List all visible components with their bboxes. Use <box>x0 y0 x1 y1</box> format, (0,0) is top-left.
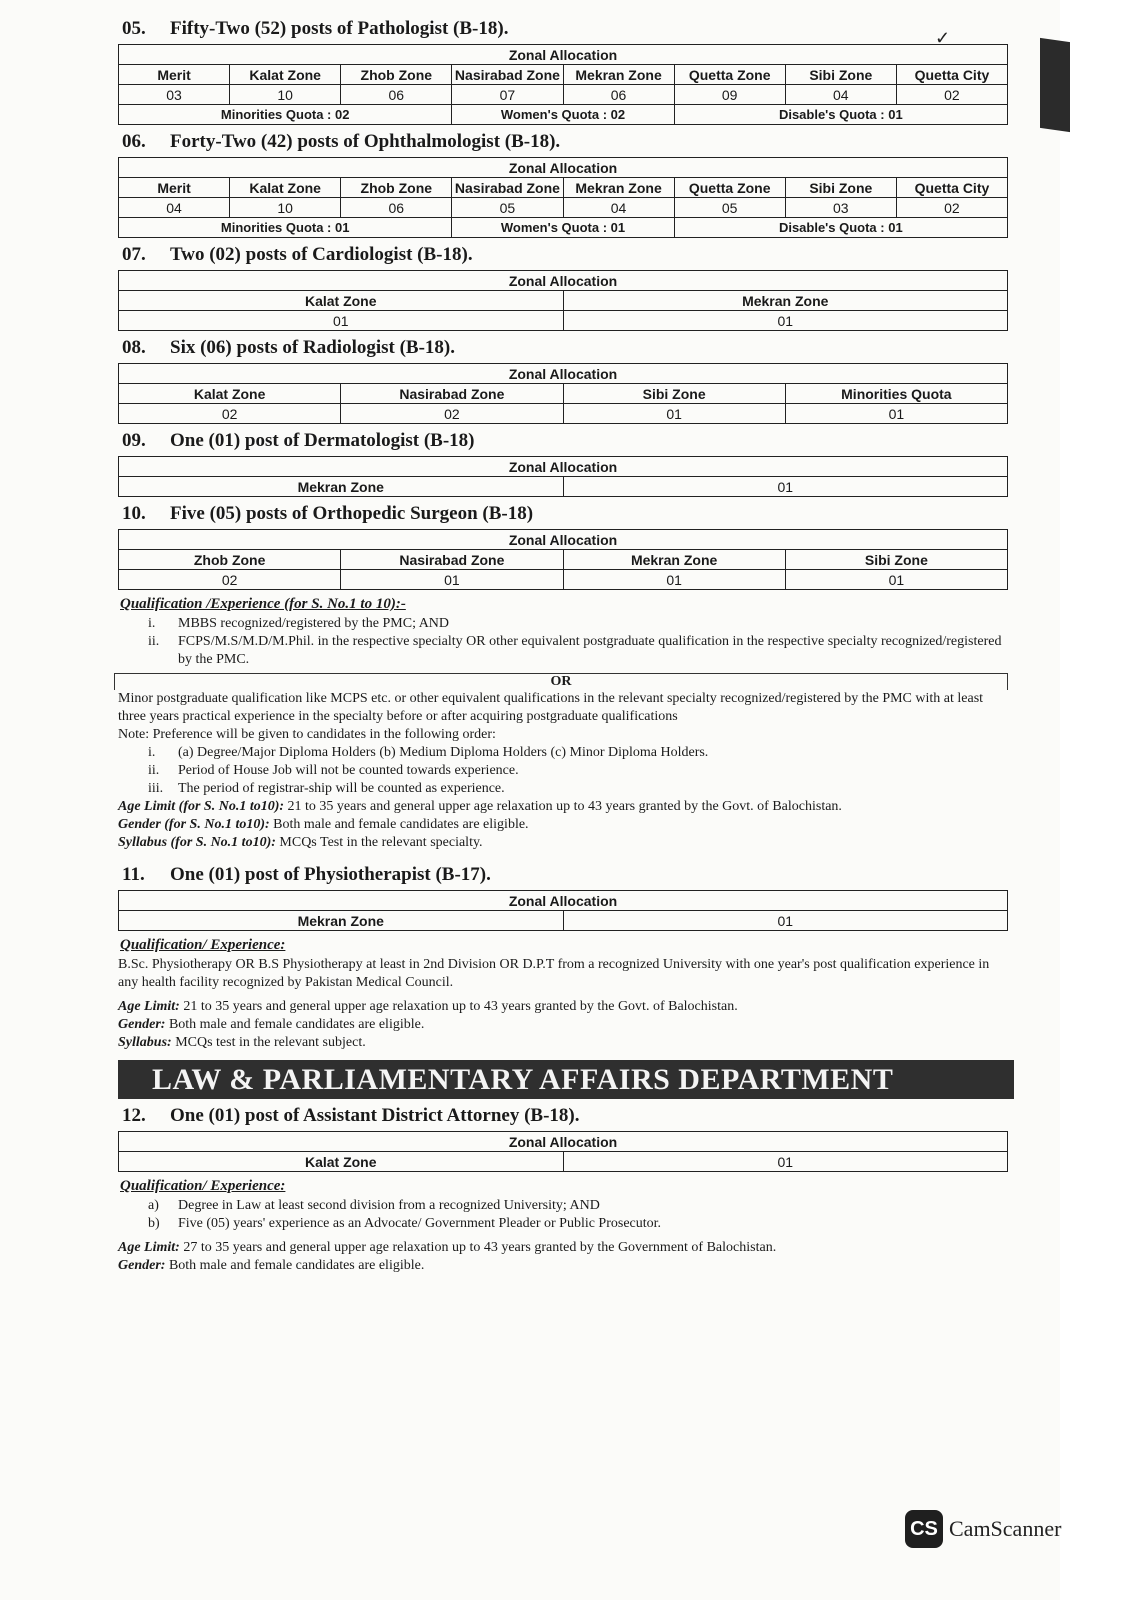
qualification-list-12 <box>118 1197 1008 1233</box>
cardiologist-allocation-table: Zonal Allocation Kalat Zone Mekran Zone 01 01 <box>118 270 1008 331</box>
section-07-heading: 07. Two (02) posts of Cardiologist (B-18). <box>122 244 473 265</box>
radiologist-allocation-table: Zonal Allocation Kalat Zone Nasirabad Zone Sibi Zone Minorities Quota 02 02 01 01 <box>118 363 1008 424</box>
qualification-heading-12: Qualification/ Experience: <box>120 1178 286 1194</box>
gender-1-10: Gender (for S. No.1 to10): Both male and female candidates are eligible. <box>118 817 529 832</box>
orthopedic-allocation-table: Zonal Allocation Zhob Zone Nasirabad Zone Mekran Zone Sibi Zone 02 01 01 01 <box>118 529 1008 590</box>
preference-note: Note: Preference will be given to candidates in the following order: <box>118 727 496 742</box>
camscanner-label: CamScanner <box>949 1516 1062 1541</box>
physiotherapist-allocation-table: Zonal Allocation Mekran Zone 01 <box>118 890 1008 931</box>
minor-qualification-text: Minor postgraduate qualification like MCPS etc. or other equivalent qualifications in the relevant specialty recognized/registered by the PMC with at least three years practical experience in the specialty before or after acquiring postgraduate qualifications <box>118 691 984 724</box>
minorities-quota: Minorities Quota : 01 <box>119 218 452 238</box>
list-item: ii. FCPS/M.S/M.D/M.Phil. in the respective specialty OR other equivalent postgraduate qualification in the respective specialty recognized/registered by the PMC. <box>148 634 1002 667</box>
section-11-heading: 11. One (01) post of Physiotherapist (B-17). <box>122 864 491 885</box>
disables-quota: Disable's Quota : 01 <box>674 218 1007 238</box>
page-edge-shadow <box>1040 38 1070 132</box>
or-separator: OR <box>114 673 1008 690</box>
syllabus-1-10: Syllabus (for S. No.1 to10): MCQs Test in the relevant specialty. <box>118 835 483 850</box>
camscanner-watermark <box>905 1510 1061 1548</box>
age-limit-11: Age Limit: 21 to 35 years and general upper age relaxation up to 43 years granted by the Govt. of Balochistan. <box>118 999 738 1014</box>
section-05-heading: 05. Fifty-Two (52) posts of Pathologist (B-18). <box>122 18 509 39</box>
list-item: b) Five (05) years' experience as an Advocate/ Government Pleader or Public Prosecutor. <box>148 1216 662 1231</box>
pen-tick-mark: ✓ <box>935 28 951 48</box>
document-body <box>118 12 1008 1275</box>
womens-quota: Women's Quota : 01 <box>452 218 674 238</box>
ophthalmologist-allocation-table: Zonal Allocation Merit Kalat Zone Zhob Zone Nasirabad Zone Mekran Zone Quetta Zone Sibi Zone Quetta City 04 10 06 05 04 05 03 02 Minorities Quota : 01 Women's Quota : 01 Disable's Quota : 01 <box>118 157 1008 238</box>
womens-quota: Women's Quota : 02 <box>452 105 674 125</box>
gender-11: Gender: Both male and female candidates are eligible. <box>118 1017 425 1032</box>
minorities-quota: Minorities Quota : 02 <box>119 105 452 125</box>
gender-12: Gender: Both male and female candidates are eligible. <box>118 1258 425 1273</box>
section-09-heading: 09. One (01) post of Dermatologist (B-18) <box>122 430 475 451</box>
section-08-heading: 08. Six (06) posts of Radiologist (B-18). <box>122 337 456 358</box>
list-item: i. (a) Degree/Major Diploma Holders (b) Medium Diploma Holders (c) Minor Diploma Holders. <box>148 745 709 760</box>
preference-list <box>118 744 1008 798</box>
section-10-heading: 10. Five (05) posts of Orthopedic Surgeon (B-18) <box>122 503 534 524</box>
list-item: a) Degree in Law at least second division from a recognized University; AND <box>148 1198 600 1213</box>
age-limit-1-10: Age Limit (for S. No.1 to10): 21 to 35 years and general upper age relaxation up to 43 years granted by the Govt. of Balochistan. <box>118 799 842 814</box>
camscanner-logo-icon: CS <box>905 1510 943 1548</box>
section-12-heading: 12. One (01) post of Assistant District Attorney (B-18). <box>122 1105 580 1126</box>
list-item: i. MBBS recognized/registered by the PMC; AND <box>148 616 450 631</box>
qualification-list <box>118 615 1008 669</box>
disables-quota: Disable's Quota : 01 <box>674 105 1007 125</box>
list-item: ii. Period of House Job will not be counted towards experience. <box>148 763 519 778</box>
dermatologist-allocation-table: Zonal Allocation Mekran Zone 01 <box>118 456 1008 497</box>
syllabus-11: Syllabus: MCQs test in the relevant subject. <box>118 1035 366 1050</box>
age-limit-12: Age Limit: 27 to 35 years and general upper age relaxation up to 43 years granted by the Government of Balochistan. <box>118 1240 777 1255</box>
list-item: iii. The period of registrar-ship will be counted as experience. <box>148 781 505 796</box>
qualification-heading-11: Qualification/ Experience: <box>120 937 286 953</box>
qualification-heading-1-10: Qualification /Experience (for S. No.1 to 10):- <box>120 596 406 612</box>
section-06-heading: 06. Forty-Two (42) posts of Ophthalmologist (B-18). <box>122 131 561 152</box>
department-banner: LAW & PARLIAMENTARY AFFAIRS DEPARTMENT <box>118 1060 1014 1099</box>
qualification-text-11: B.Sc. Physiotherapy OR B.S Physiotherapy at least in 2nd Division OR D.P.T from a recognized University with one year's post qualification experience in any health facility recognized by Pakistan Medical Council. <box>118 957 990 990</box>
pathologist-allocation-table: Zonal Allocation Merit Kalat Zone Zhob Zone Nasirabad Zone Mekran Zone Quetta Zone Sibi Zone Quetta City 03 10 06 07 06 09 04 02 Minorities Quota : 02 Women's Quota : 02 Disable's Quota : 01 <box>118 44 1008 125</box>
attorney-allocation-table: Zonal Allocation Kalat Zone 01 <box>118 1131 1008 1172</box>
